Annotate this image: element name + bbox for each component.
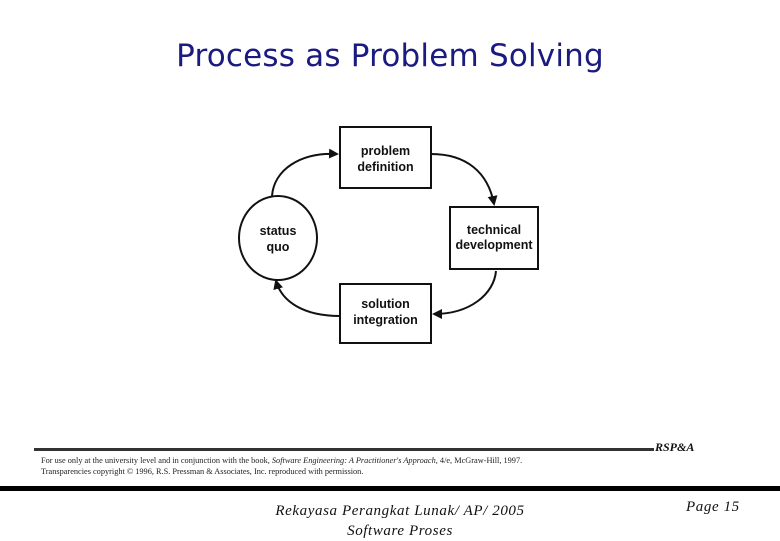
node-label: solution [361,297,410,311]
edge-solution-integration-to-status-quo [276,281,340,316]
page-number: Page 15 [686,499,740,515]
course-name: Rekayasa Perangkat Lunak/ AP/ 2005 [275,503,525,519]
node-label: problem [360,144,411,158]
edge-status-quo-to-problem-definition [272,154,337,196]
course-topic: Software Proses [347,523,453,539]
edge-technical-development-to-solution-integration [434,271,496,314]
usage-note-suffix: 4/e, McGraw-Hill, 1997. [437,456,523,465]
footer-usage-note [41,455,641,477]
footer-divider [34,448,654,451]
node-label: definition [357,160,414,174]
node-label: quo [266,240,290,254]
copyright-text: Transparencies copyright © 1996, R.S. Pressman & Associates, Inc. reproduced with permission. [41,467,364,476]
node-label: status [259,224,297,238]
node-label: technical [466,223,522,237]
course-info [260,501,540,541]
node-solution-integration [340,284,431,343]
node-label: development [455,238,533,252]
slide-title: Process as Problem Solving [176,38,604,74]
edge-problem-definition-to-technical-development [431,154,494,204]
usage-note-prefix: For use only at the university level and in conjunction with the book, [41,456,272,465]
node-label: integration [353,313,418,327]
node-problem-definition [340,127,431,188]
slide-bottom-bar [0,486,780,491]
rspa-logo: RSP&A [655,440,695,454]
node-technical-development [450,207,538,269]
book-title: Software Engineering: A Practitioner's Approach, [271,456,438,465]
node-status-quo [239,196,317,280]
